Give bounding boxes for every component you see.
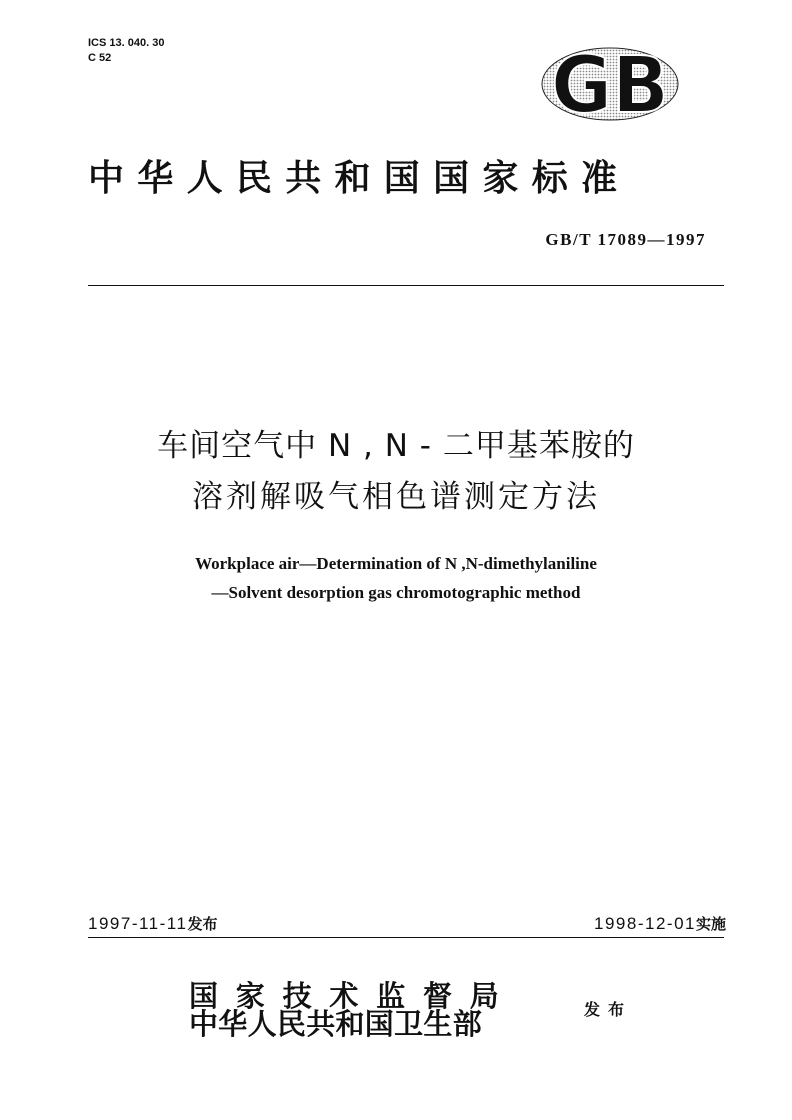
implementation-date-block — [594, 913, 726, 934]
gb-logo — [540, 46, 680, 122]
logo-text: GB — [551, 46, 669, 122]
english-title-line-1: Workplace air—Determination of N ,N-dimethylaniline — [195, 554, 597, 573]
publish-label: 发布 — [584, 1000, 633, 1019]
issue-date-block — [88, 913, 217, 934]
implementation-date: 1998-12-01 — [594, 914, 696, 933]
issue-date: 1997-11-11 — [88, 914, 188, 933]
ics-code: ICS 13. 040. 30 — [88, 37, 165, 49]
implementation-label: 实施 — [695, 915, 726, 933]
chinese-title-line-1: 车间空气中 N , N - 二甲基苯胺的 — [157, 428, 635, 464]
standard-number: GB/T 17089—1997 — [545, 230, 706, 249]
chinese-title-line-2: 溶剂解吸气相色谱测定方法 — [192, 479, 600, 515]
issuer-line-1: 国家技术监督局 — [189, 979, 517, 1013]
issue-label: 发布 — [187, 915, 218, 933]
issuer-line-2: 中华人民共和国卫生部 — [189, 1007, 483, 1041]
footer-rule — [88, 937, 724, 938]
class-code: C 52 — [88, 52, 112, 64]
english-title-line-2: —Solvent desorption gas chromotographic method — [211, 583, 581, 602]
classification-codes — [88, 36, 164, 66]
header-rule — [88, 285, 724, 286]
national-standard-title: 中华人民共和国国家标准 — [88, 158, 631, 199]
